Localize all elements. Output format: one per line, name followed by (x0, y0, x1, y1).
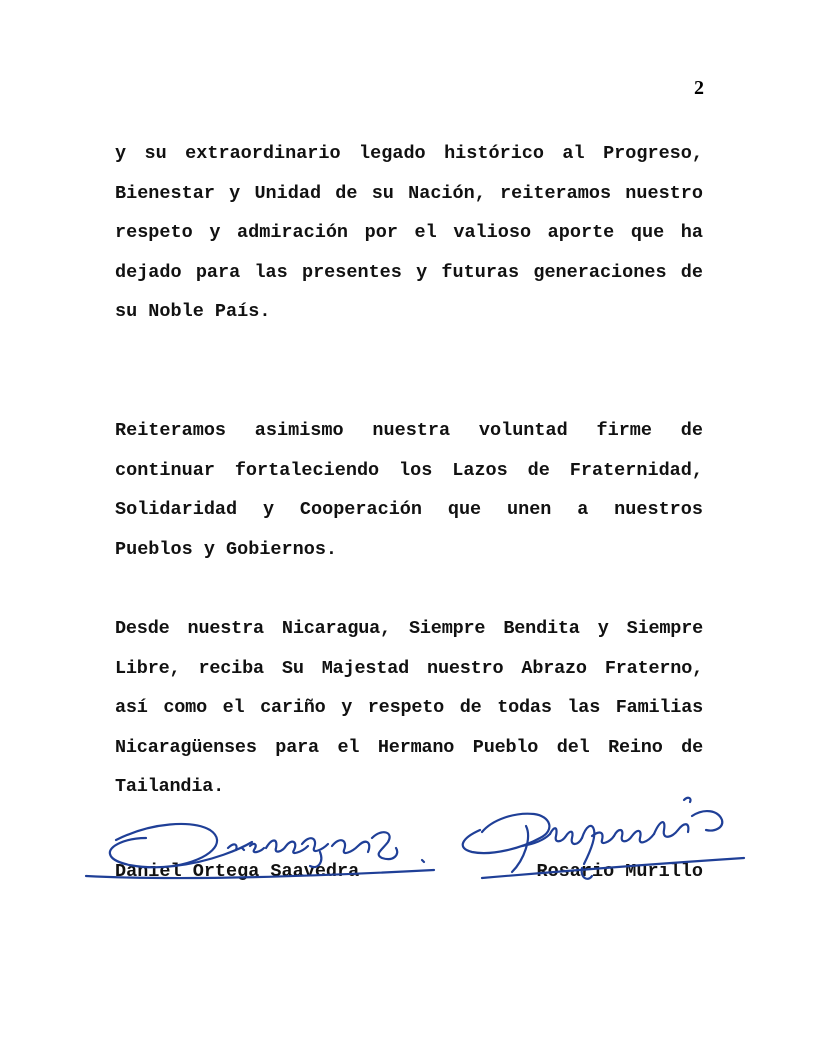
page-number: 2 (694, 77, 704, 99)
paragraph-1: y su extraordinario legado histórico al Progreso, Bienestar y Unidad de su Nación, reiteramos nuestro respeto y admiración por el valioso aporte que ha dejado para las presentes y futuras generaciones de su Noble País. (115, 143, 703, 322)
signatory-name-right: Rosario Murillo (536, 861, 703, 882)
paragraph-3: Desde nuestra Nicaragua, Siempre Bendita y Siempre Libre, reciba Su Majestad nuestro Abrazo Fraterno, así como el cariño y respeto de todas las Familias Nicaragüenses para el Hermano Pueblo del Reino de Tailandia. (115, 618, 703, 797)
signatory-name-left: Daniel Ortega Saavedra (115, 861, 360, 882)
signature-names (115, 858, 703, 886)
paragraph-2: Reiteramos asimismo nuestra voluntad firme de continuar fortaleciendo los Lazos de Fraternidad, Solidaridad y Cooperación que unen a nuestros Pueblos y Gobiernos. (115, 420, 703, 560)
